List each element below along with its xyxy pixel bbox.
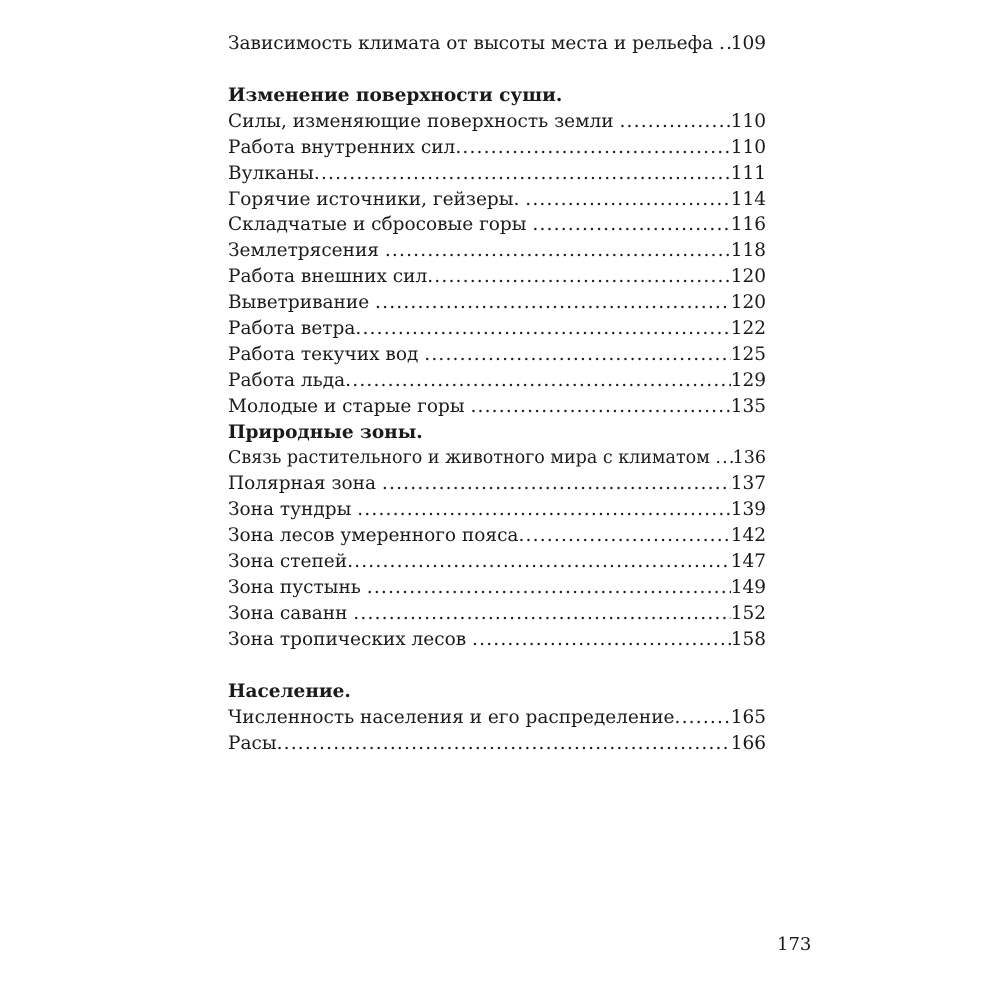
toc-entry-label: Молодые и старые горы [228, 395, 471, 417]
dot-leader [355, 316, 730, 342]
toc-entry [228, 601, 766, 627]
dot-leader [427, 264, 730, 290]
toc-entry [228, 212, 766, 238]
toc-entry-label: Работа внешних сил [228, 266, 428, 288]
toc-entry-page: 110 [730, 110, 766, 132]
dot-leader [518, 523, 730, 549]
toc-entry-label: Силы, изменяющие поверхность земли [228, 110, 620, 132]
toc-entry-page: 135 [730, 395, 766, 417]
toc-entry-page: 125 [730, 343, 766, 365]
dot-leader [424, 342, 730, 368]
dot-leader [619, 109, 730, 135]
toc-entry-label: Численность населения и его распределение [228, 706, 675, 728]
toc-entry-label: Зона степей [228, 551, 348, 573]
toc-entry-label: Выветривание [228, 292, 376, 314]
toc-entry-page: 137 [730, 473, 766, 495]
section-heading-population: Население. [228, 680, 351, 702]
toc-entry-page: 158 [730, 628, 766, 650]
dot-leader [675, 705, 731, 731]
toc-entry-label: Расы [228, 732, 277, 754]
dot-leader [375, 290, 731, 316]
toc-entry [228, 471, 766, 497]
toc-entry [228, 705, 766, 731]
toc-entry-label: Зона лесов умеренного пояса [228, 525, 519, 547]
dot-leader [353, 601, 730, 627]
toc-entry-page: 139 [730, 499, 766, 521]
dot-leader [367, 575, 731, 601]
toc-entry-page: 165 [730, 706, 766, 728]
dot-leader [385, 238, 731, 264]
section-spacer [228, 653, 766, 679]
toc-entry [228, 394, 766, 420]
dot-leader [715, 446, 732, 472]
toc-entry-page: 110 [730, 136, 766, 158]
toc-entry [228, 446, 766, 472]
section-spacer [228, 57, 766, 83]
toc-entry [228, 161, 766, 187]
toc-entry-label: Зона тундры [228, 499, 358, 521]
toc-entry-label: Работа льда [228, 369, 346, 391]
dot-leader [532, 212, 730, 238]
toc-entry-label: Землетрясения [228, 240, 385, 262]
toc-entry-label: Работа текучих вод [228, 343, 425, 365]
section-heading-natural-zones: Природные зоны. [228, 421, 423, 443]
toc-entry [228, 290, 766, 316]
toc-entry-page: 116 [730, 214, 766, 236]
toc-entry-page: 152 [730, 602, 766, 624]
toc-entry [228, 549, 766, 575]
toc-entry [228, 575, 766, 601]
toc-entry-page: 111 [730, 162, 766, 184]
toc-entry-page: 120 [730, 292, 766, 314]
toc-entry-label: Складчатые и сбросовые горы [228, 214, 533, 236]
dot-leader [525, 187, 730, 213]
dot-leader [314, 161, 731, 187]
toc-entry [228, 109, 766, 135]
toc-entry [228, 523, 766, 549]
dot-leader [470, 394, 730, 420]
dot-leader [345, 368, 731, 394]
toc-entry-label: Работа ветра [228, 318, 356, 340]
dot-leader [382, 471, 731, 497]
dot-leader [719, 31, 731, 57]
toc-entry-label: Зона пустынь [228, 577, 367, 599]
toc-entry-label: Связь растительного и животного мира с климатом [228, 447, 716, 468]
toc-entry-label: Зависимость климата от высоты места и рельефа [228, 33, 720, 54]
toc-entry-page: 147 [730, 551, 766, 573]
toc-entry-label: Зона саванн [228, 602, 354, 624]
toc-entry [228, 264, 766, 290]
dot-leader [455, 135, 730, 161]
toc-entry-page: 149 [730, 577, 766, 599]
dot-leader [277, 731, 731, 757]
table-of-contents [228, 31, 766, 756]
toc-entry-page: 114 [730, 188, 766, 210]
toc-entry [228, 497, 766, 523]
toc-entry [228, 627, 766, 653]
dot-leader [472, 627, 731, 653]
toc-entry [228, 342, 766, 368]
toc-entry [228, 135, 766, 161]
toc-entry-label: Вулканы [228, 162, 314, 184]
toc-entry-label: Зона тропических лесов [228, 628, 473, 650]
toc-entry-page: 129 [730, 369, 766, 391]
toc-entry [228, 238, 766, 264]
toc-entry-page: 109 [730, 33, 766, 54]
toc-entry-page: 120 [730, 266, 766, 288]
toc-entry [228, 187, 766, 213]
toc-entry-label: Горячие источники, гейзеры. [228, 188, 526, 210]
toc-entry-label: Полярная зона [228, 473, 382, 495]
toc-entry-page: 118 [730, 240, 766, 262]
toc-entry-page: 142 [730, 525, 766, 547]
toc-entry [228, 316, 766, 342]
toc-entry-page: 136 [732, 447, 766, 468]
page-number: 173 [777, 934, 812, 955]
toc-entry-climate-altitude [228, 31, 766, 57]
dot-leader [347, 549, 731, 575]
toc-entry-page: 166 [730, 732, 766, 754]
section-heading-land-surface: Изменение поверхности суши. [228, 84, 563, 106]
toc-entry [228, 368, 766, 394]
toc-entry-label: Работа внутренних сил [228, 136, 456, 158]
toc-entry-page: 122 [730, 318, 766, 340]
toc-entry [228, 731, 766, 757]
dot-leader [357, 497, 730, 523]
